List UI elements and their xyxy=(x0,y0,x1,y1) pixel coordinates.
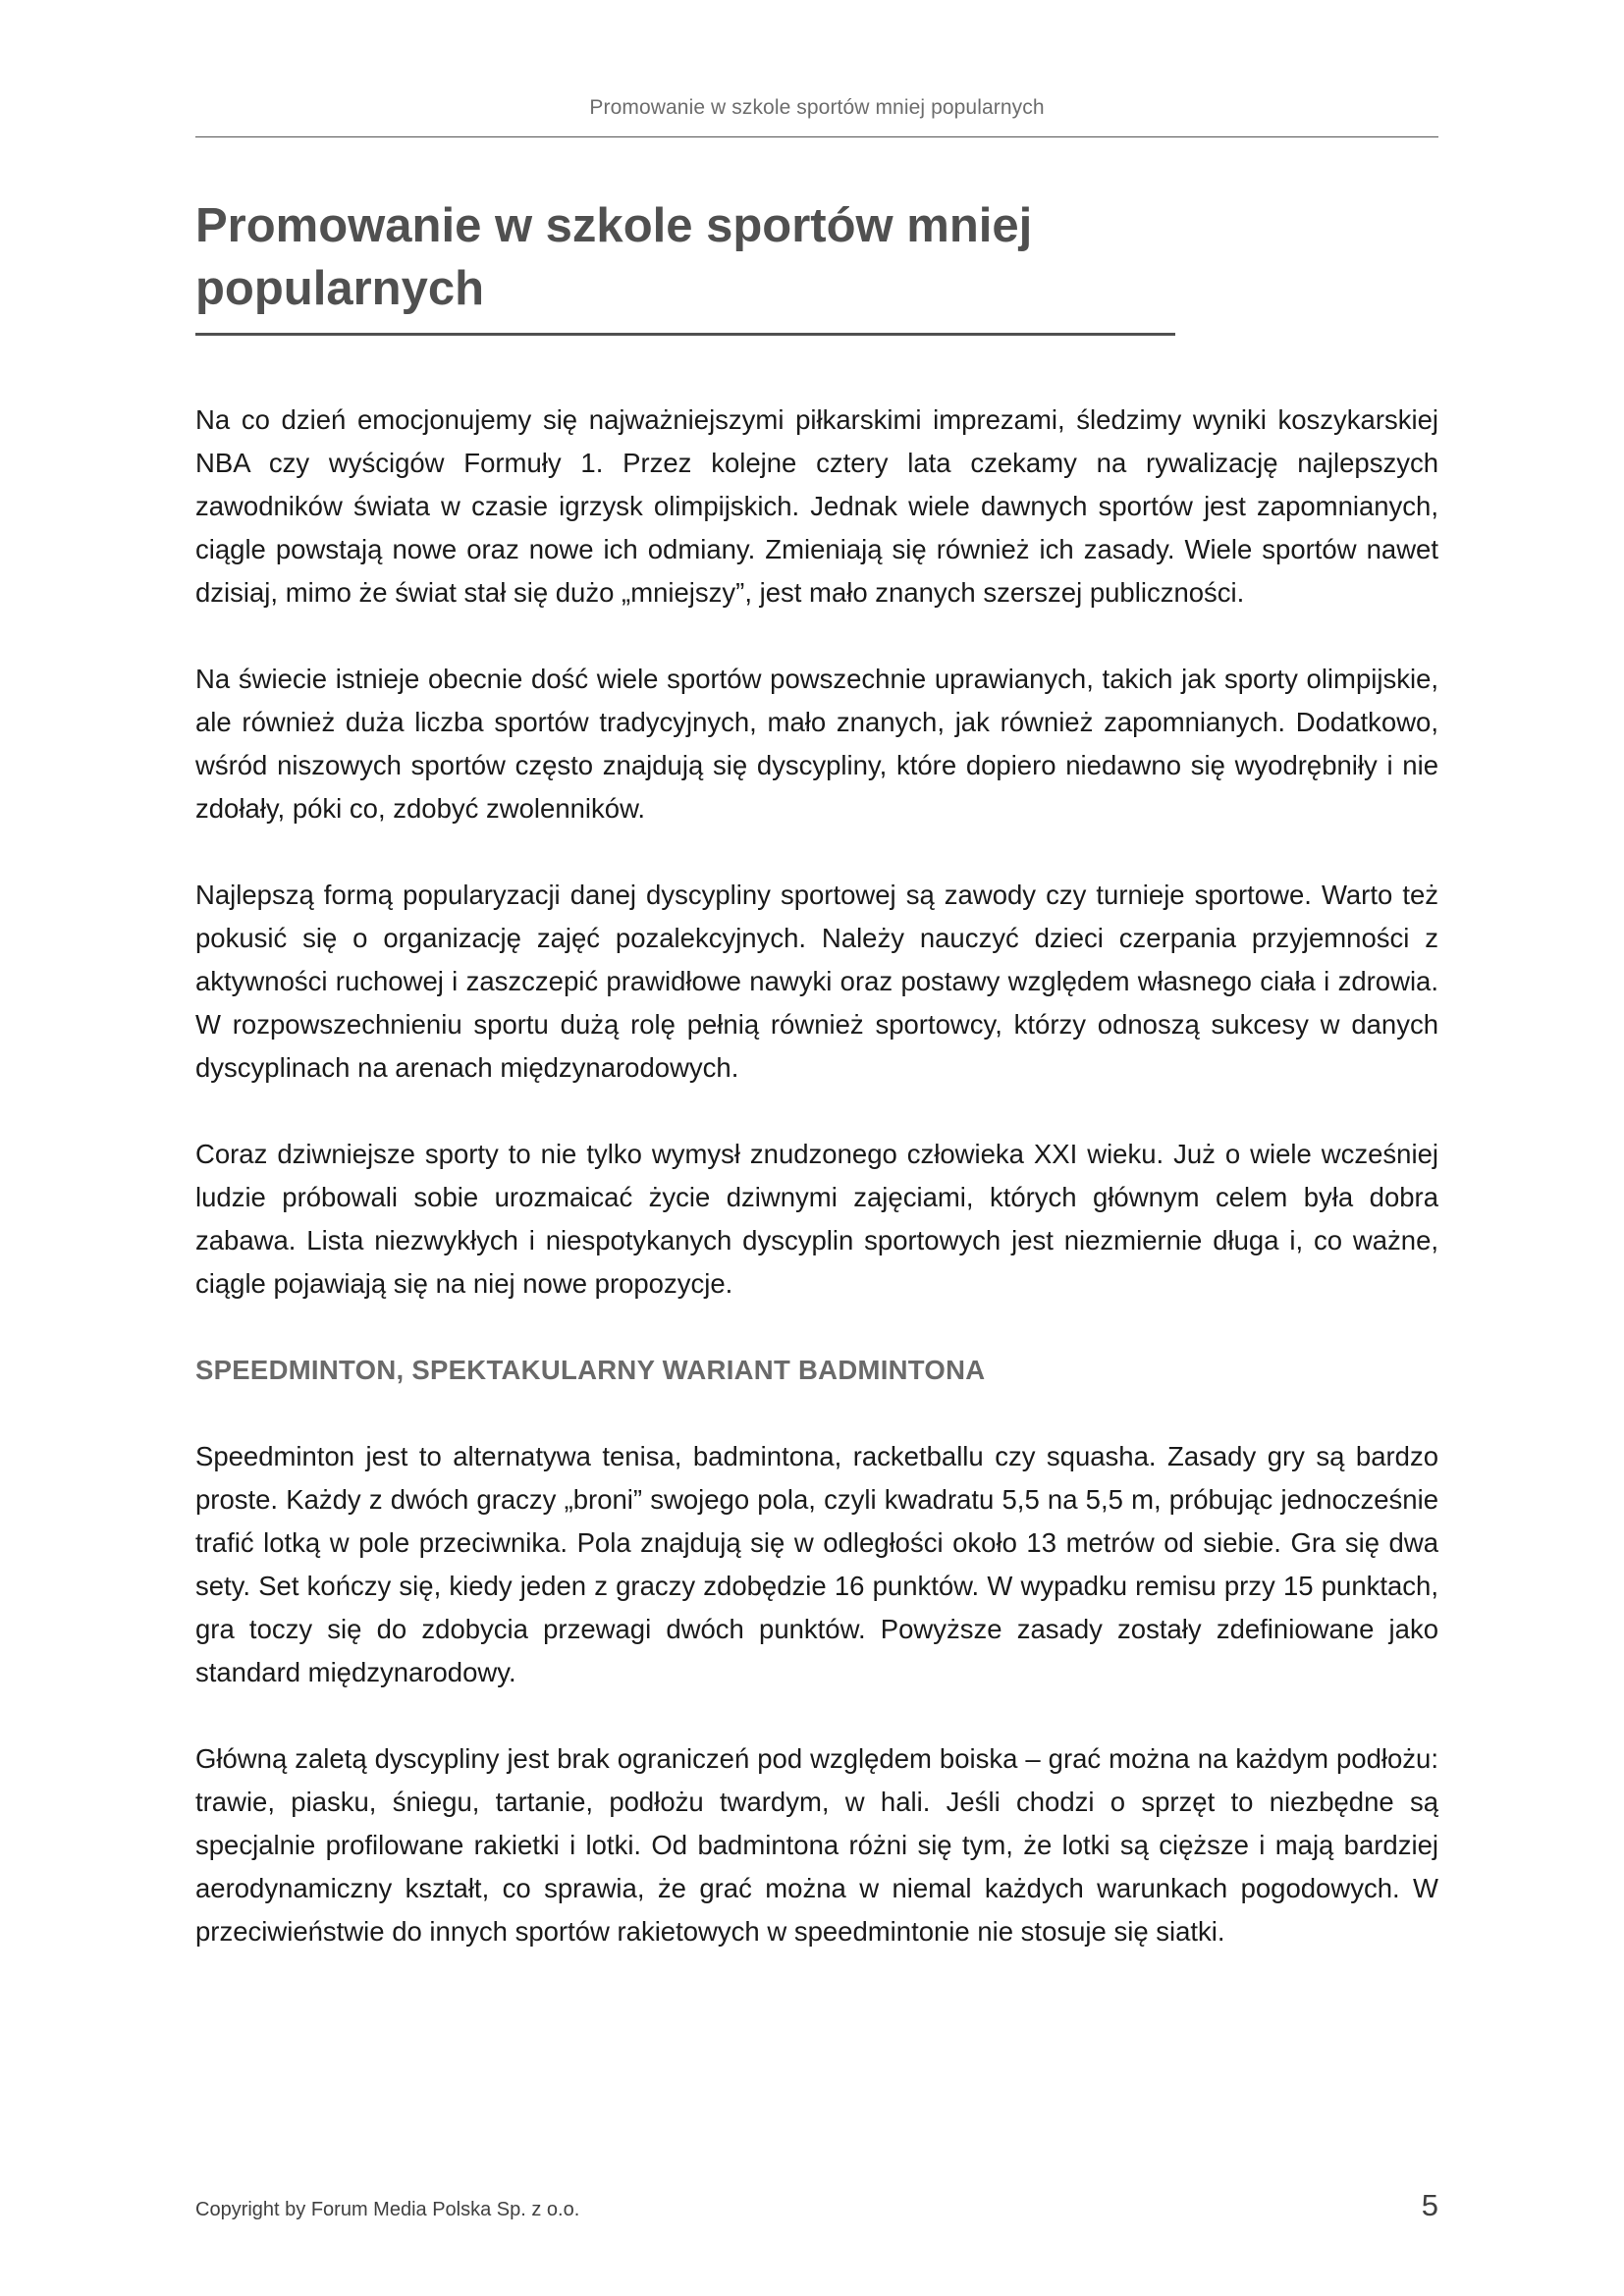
paragraph: Coraz dziwniejsze sporty to nie tylko wymysł znudzonego człowieka XXI wieku. Już o wiele wcześniej ludzie próbowali sobie urozmaicać życie dziwnymi zajęciami, których głównym celem była dobra zabawa. Lista niezwykłych i niespotykanych dyscyplin sportowych jest niezmiernie długa i, co ważne, ciągle pojawiają się na niej nowe propozycje. xyxy=(195,1139,1438,1299)
article-body xyxy=(195,399,1438,1953)
running-header: Promowanie w szkole sportów mniej popularnych xyxy=(589,96,1045,119)
header-rule xyxy=(195,136,1438,137)
document-page xyxy=(195,0,1438,2296)
paragraph: Speedminton jest to alternatywa tenisa, badmintona, racketballu czy squasha. Zasady gry są bardzo proste. Każdy z dwóch graczy „broni” swojego pola, czyli kwadratu 5,5 na 5,5 m, próbując jednocześnie trafić lotką w pole przeciwnika. Pola znajdują się w odległości około 13 metrów od siebie. Gra się dwa sety. Set kończy się, kiedy jeden z graczy zdobędzie 16 punktów. W wypadku remisu przy 15 punktach, gra toczy się do zdobycia przewagi dwóch punktów. Powyższe zasady zostały zdefiniowane jako standard międzynarodowy. xyxy=(195,1441,1438,1687)
title-underline xyxy=(195,333,1175,336)
section-heading: SPEEDMINTON, SPEKTAKULARNY WARIANT BADMINTONA xyxy=(195,1355,986,1385)
page-title: Promowanie w szkole sportów mniej popularnych xyxy=(195,199,1033,315)
paragraph: Najlepszą formą popularyzacji danej dyscypliny sportowej są zawody czy turnieje sportowe. Warto też pokusić się o organizację zajęć pozalekcyjnych. Należy nauczyć dzieci czerpania przyjemności z aktywności ruchowej i zaszczepić prawidłowe nawyki oraz postawy względem własnego ciała i zdrowia. W rozpowszechnieniu sportu dużą rolę pełnią również sportowcy, którzy odnoszą sukcesy w danych dyscyplinach na arenach międzynarodowych. xyxy=(195,880,1438,1083)
page-number: 5 xyxy=(1421,2188,1438,2222)
paragraph: Na świecie istnieje obecnie dość wiele sportów powszechnie uprawianych, takich jak sporty olimpijskie, ale również duża liczba sportów tradycyjnych, mało znanych, jak również zapomnianych. Dodatkowo, wśród niszowych sportów często znajdują się dyscypliny, które dopiero niedawno się wyodrębniły i nie zdołały, póki co, zdobyć zwolenników. xyxy=(195,664,1438,824)
footer-copyright: Copyright by Forum Media Polska Sp. z o.o. xyxy=(195,2199,580,2220)
paragraph: Na co dzień emocjonujemy się najważniejszymi piłkarskimi imprezami, śledzimy wyniki koszykarskiej NBA czy wyścigów Formuły 1. Przez kolejne cztery lata czekamy na rywalizację najlepszych zawodników świata w czasie igrzysk olimpijskich. Jednak wiele dawnych sportów jest zapomnianych, ciągle powstają nowe oraz nowe ich odmiany. Zmieniają się również ich zasady. Wiele sportów nawet dzisiaj, mimo że świat stał się dużo „mniejszy”, jest mało znanych szerszej publiczności. xyxy=(195,404,1438,608)
paragraph: Główną zaletą dyscypliny jest brak ograniczeń pod względem boiska – grać można na każdym podłożu: trawie, piasku, śniegu, tartanie, podłożu twardym, w hali. Jeśli chodzi o sprzęt to niezbędne są specjalnie profilowane rakietki i lotki. Od badmintona różni się tym, że lotki są cięższe i mają bardziej aerodynamiczny kształt, co sprawia, że grać można w niemal każdych warunkach pogodowych. W przeciwieństwie do innych sportów rakietowych w speedmintonie nie stosuje się siatki. xyxy=(195,1743,1438,1947)
